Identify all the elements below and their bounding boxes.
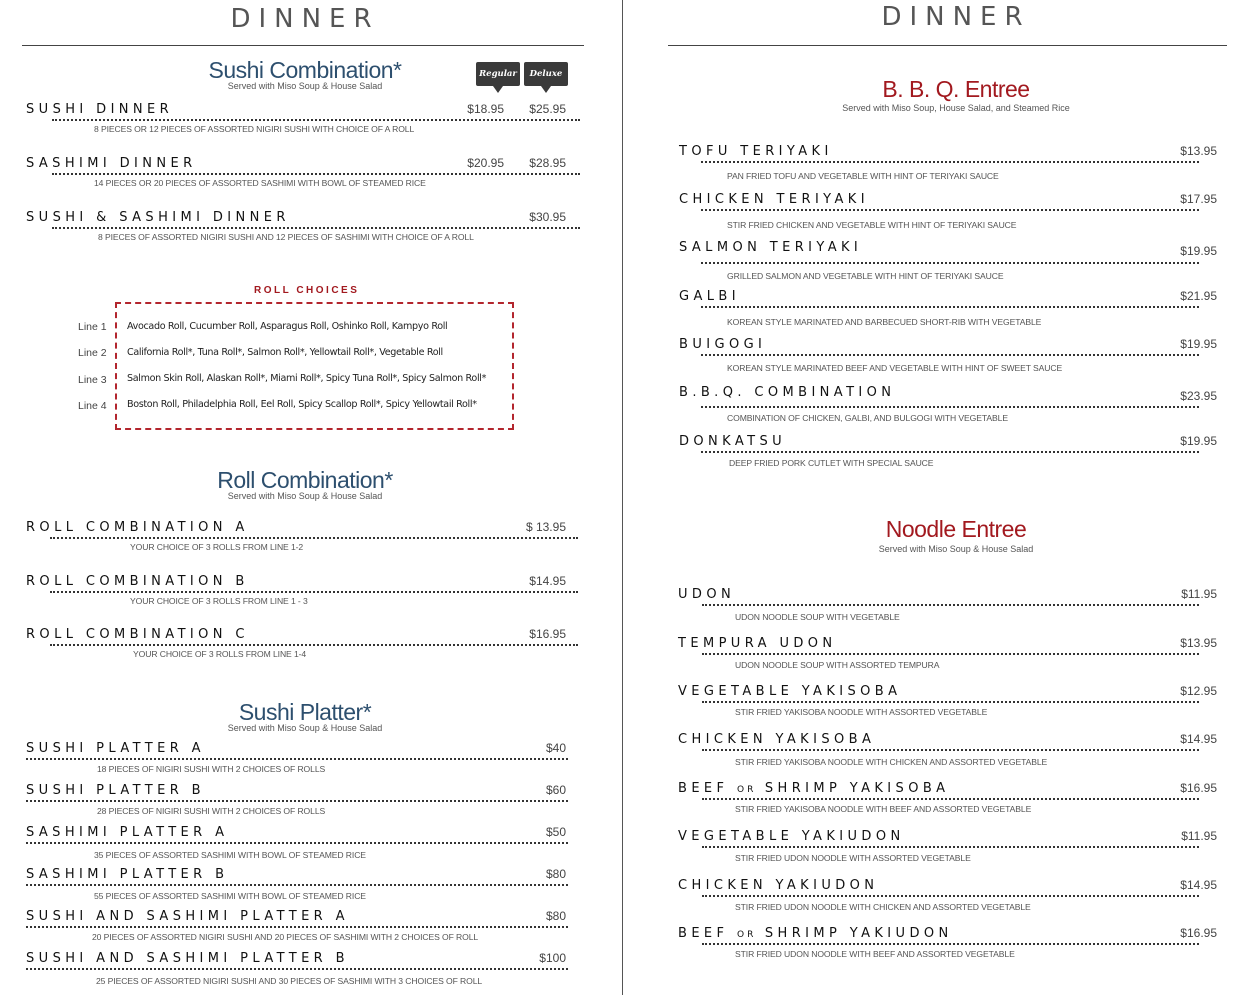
menu-item-name-part: SHRIMP YAKISOBA (764, 781, 950, 796)
menu-item-price: $19.95 (1180, 244, 1217, 258)
menu-item-name: SUSHI PLATTER B (26, 783, 205, 798)
page-header: DINNER (881, 2, 1031, 32)
section-title-noodle-entree: Noodle Entree (885, 516, 1027, 542)
leader-dots (701, 406, 1199, 409)
menu-item-price: $14.95 (529, 574, 566, 588)
menu-item-price: $13.95 (1180, 144, 1217, 158)
menu-item-description: STIR FRIED YAKISOBA NOODLE WITH BEEF AND ASSORTED VEGETABLE (735, 804, 1032, 814)
menu-item-price: $80 (545, 867, 566, 881)
menu-item-description: STIR FRIED YAKISOBA NOODLE WITH CHICKEN AND ASSORTED VEGETABLE (735, 757, 1048, 767)
menu-item-price: $14.95 (1180, 732, 1217, 746)
leader-dots (50, 591, 578, 594)
roll-line-label: Line 4 (78, 400, 107, 412)
menu-item-name: UDON (678, 587, 736, 602)
roll-line-text: Salmon Skin Roll, Alaskan Roll*, Miami Roll*, Spicy Tuna Roll*, Spicy Salmon Roll* (127, 373, 487, 384)
menu-item-price: $21.95 (1180, 289, 1217, 303)
menu-item-price: $40 (545, 741, 566, 755)
leader-dots (701, 451, 1199, 454)
menu-item-description: KOREAN STYLE MARINATED BEEF AND VEGETABLE WITH HINT OF SWEET SAUCE (727, 363, 1063, 373)
menu-item-name: ROLL COMBINATION A (26, 520, 249, 535)
menu-item-name: SASHIMI PLATTER B (26, 867, 229, 882)
menu-item-name: SUSHI PLATTER A (26, 741, 205, 756)
menu-item-name: GALBI (679, 289, 740, 304)
header-rule (668, 45, 1227, 46)
menu-item-name: SUSHI AND SASHIMI PLATTER B (26, 951, 349, 966)
leader-dots (702, 943, 1199, 946)
leader-dots (701, 306, 1199, 309)
roll-line-text: Avocado Roll, Cucumber Roll, Asparagus Roll, Oshinko Roll, Kampyo Roll (127, 321, 448, 332)
leader-dots (50, 537, 578, 540)
regular-price-badge: Regular (476, 62, 520, 86)
roll-line-text: California Roll*, Tuna Roll*, Salmon Roll*, Yellowtail Roll*, Vegetable Roll (127, 347, 443, 358)
menu-item-name: SALMON TERIYAKI (679, 240, 863, 255)
menu-item-name: ROLL COMBINATION C (26, 627, 249, 642)
menu-item-name: CHICKEN YAKISOBA (678, 732, 876, 747)
menu-item-name: B.B.Q. COMBINATION (679, 385, 896, 400)
roll-line-text: Boston Roll, Philadelphia Roll, Eel Roll, Spicy Scallop Roll*, Spicy Yellowtail Roll* (127, 399, 477, 410)
menu-item-price: $11.95 (1181, 829, 1217, 843)
section-subtitle-bbq-entree: Served with Miso Soup, House Salad, and Steamed Rice (842, 103, 1070, 113)
menu-item-description: 35 PIECES OF ASSORTED SASHIMI WITH BOWL OF STEAMED RICE (94, 850, 366, 860)
leader-dots (52, 173, 580, 176)
menu-item-description: GRILLED SALMON AND VEGETABLE WITH HINT OF TERIYAKI SAUCE (727, 271, 1004, 281)
menu-item-description: STIR FRIED CHICKEN AND VEGETABLE WITH HINT OF TERIYAKI SAUCE (727, 220, 1017, 230)
left-menu-page (0, 0, 610, 995)
menu-item-price: $60 (545, 783, 566, 797)
menu-item-name: SASHIMI PLATTER A (26, 825, 229, 840)
menu-item-description: 18 PIECES OF NIGIRI SUSHI WITH 2 CHOICES OF ROLLS (97, 764, 326, 774)
menu-item-name-or: OR (736, 930, 757, 940)
leader-dots (701, 354, 1199, 357)
menu-item-price: $80 (545, 909, 566, 923)
menu-item-price: $16.95 (529, 627, 566, 641)
menu-item-name: SUSHI AND SASHIMI PLATTER A (26, 909, 349, 924)
menu-item-description: 8 PIECES OR 12 PIECES OF ASSORTED NIGIRI SUSHI WITH CHOICE OF A ROLL (94, 124, 415, 134)
right-menu-page (626, 0, 1233, 995)
leader-dots (702, 895, 1199, 898)
menu-item-price: $17.95 (1180, 192, 1217, 206)
roll-choices-title: ROLL CHOICES (254, 285, 360, 296)
leader-dots (702, 701, 1199, 704)
menu-item-description: 28 PIECES OF NIGIRI SUSHI WITH 2 CHOICES OF ROLLS (97, 806, 326, 816)
leader-dots (26, 842, 568, 845)
menu-item-name-part: SHRIMP YAKIUDON (764, 926, 953, 941)
menu-item-name: VEGETABLE YAKIUDON (678, 829, 905, 844)
roll-line-label: Line 3 (78, 374, 107, 386)
menu-item-price-deluxe: $30.95 (529, 210, 566, 224)
menu-item-price: $19.95 (1180, 337, 1217, 351)
leader-dots (702, 749, 1199, 752)
section-title-sushi-platter: Sushi Platter* (238, 699, 372, 725)
menu-item-price: $100 (539, 951, 566, 965)
leader-dots (50, 644, 578, 647)
section-subtitle-noodle-entree: Served with Miso Soup & House Salad (878, 544, 1034, 554)
leader-dots (26, 926, 568, 929)
menu-item-price-regular: $20.95 (467, 156, 504, 170)
section-title-bbq-entree: B. B. Q. Entree (882, 76, 1030, 102)
leader-dots (701, 262, 1199, 265)
menu-item-description: YOUR CHOICE OF 3 ROLLS FROM LINE 1 - 3 (130, 596, 308, 606)
menu-item-name: SUSHI & SASHIMI DINNER (26, 210, 290, 225)
menu-item-description: YOUR CHOICE OF 3 ROLLS FROM LINE 1-2 (130, 542, 304, 552)
menu-item-description: PAN FRIED TOFU AND VEGETABLE WITH HINT OF TERIYAKI SAUCE (727, 171, 999, 181)
menu-item-description: STIR FRIED UDON NOODLE WITH ASSORTED VEGETABLE (735, 853, 971, 863)
page-header: DINNER (230, 4, 380, 34)
leader-dots (701, 161, 1199, 164)
menu-item-description: STIR FRIED YAKISOBA NOODLE WITH ASSORTED VEGETABLE (735, 707, 988, 717)
menu-item-description: COMBINATION OF CHICKEN, GALBI, AND BULGOGI WITH VEGETABLE (727, 413, 1008, 423)
leader-dots (702, 604, 1199, 607)
section-title-roll-combination: Roll Combination* (217, 467, 393, 493)
roll-line-label: Line 2 (78, 347, 107, 359)
section-subtitle-sushi-platter: Served with Miso Soup & House Salad (227, 723, 383, 733)
menu-item-name: DONKATSU (679, 434, 787, 449)
menu-item-name: VEGETABLE YAKISOBA (678, 684, 902, 699)
menu-item-description: 14 PIECES OR 20 PIECES OF ASSORTED SASHIMI WITH BOWL OF STEAMED RICE (94, 178, 426, 188)
menu-item-name: TOFU TERIYAKI (679, 144, 833, 159)
menu-item-description: 25 PIECES OF ASSORTED NIGIRI SUSHI AND 30 PIECES OF SASHIMI WITH 3 CHOICES OF ROLL (96, 976, 483, 986)
section-title-sushi-combination: Sushi Combination* (208, 57, 402, 83)
menu-item-name-part: BEEF (678, 781, 729, 796)
menu-item-price: $12.95 (1180, 684, 1217, 698)
menu-item-price: $16.95 (1180, 926, 1217, 940)
menu-item-name: SUSHI DINNER (26, 102, 174, 117)
menu-item-description: UDON NOODLE SOUP WITH VEGETABLE (735, 612, 900, 622)
leader-dots (52, 227, 580, 230)
menu-item-name: CHICKEN TERIYAKI (679, 192, 869, 207)
header-rule (22, 45, 584, 46)
menu-item-description: YOUR CHOICE OF 3 ROLLS FROM LINE 1-4 (133, 649, 307, 659)
leader-dots (26, 968, 568, 971)
leader-dots (702, 653, 1199, 656)
menu-item-description: 20 PIECES OF ASSORTED NIGIRI SUSHI AND 20 PIECES OF SASHIMI WITH 2 CHOICES OF ROLL (92, 932, 479, 942)
menu-item-description: 55 PIECES OF ASSORTED SASHIMI WITH BOWL OF STEAMED RICE (94, 891, 366, 901)
menu-item-name: ROLL COMBINATION B (26, 574, 249, 589)
leader-dots (702, 846, 1199, 849)
leader-dots (26, 800, 568, 803)
menu-item-name (678, 926, 953, 941)
leader-dots (52, 119, 580, 122)
menu-item-name: CHICKEN YAKIUDON (678, 878, 879, 893)
menu-item-price-deluxe: $28.95 (529, 156, 566, 170)
menu-item-description: UDON NOODLE SOUP WITH ASSORTED TEMPURA (735, 660, 940, 670)
menu-item-name-or: OR (736, 785, 757, 795)
section-subtitle-roll-combination: Served with Miso Soup & House Salad (227, 491, 383, 501)
menu-item-price: $13.95 (1180, 636, 1217, 650)
roll-line-label: Line 1 (78, 321, 107, 333)
page-divider (622, 0, 623, 995)
menu-item-name (678, 781, 949, 796)
menu-item-name: SASHIMI DINNER (26, 156, 197, 171)
menu-item-description: DEEP FRIED PORK CUTLET WITH SPECIAL SAUCE (729, 458, 934, 468)
menu-item-description: STIR FRIED UDON NOODLE WITH CHICKEN AND ASSORTED VEGETABLE (735, 902, 1031, 912)
menu-item-name: BUIGOGI (679, 337, 767, 352)
menu-item-description: STIR FRIED UDON NOODLE WITH BEEF AND ASSORTED VEGETABLE (735, 949, 1015, 959)
menu-item-price: $11.95 (1181, 587, 1217, 601)
menu-item-price: $19.95 (1180, 434, 1217, 448)
menu-item-price: $16.95 (1180, 781, 1217, 795)
menu-item-price: $14.95 (1180, 878, 1217, 892)
leader-dots (701, 209, 1199, 212)
section-subtitle-sushi-combination: Served with Miso Soup & House Salad (227, 81, 383, 91)
leader-dots (702, 798, 1199, 801)
menu-item-price: $ 13.95 (525, 520, 566, 534)
menu-item-description: 8 PIECES OF ASSORTED NIGIRI SUSHI AND 12 PIECES OF SASHIMI WITH CHOICE OF A ROLL (98, 232, 474, 242)
menu-item-price-deluxe: $25.95 (529, 102, 566, 116)
menu-item-price-regular: $18.95 (467, 102, 504, 116)
menu-item-description: KOREAN STYLE MARINATED AND BARBECUED SHORT-RIB WITH VEGETABLE (727, 317, 1042, 327)
menu-item-name-part: BEEF (678, 926, 729, 941)
menu-item-name: TEMPURA UDON (678, 636, 837, 651)
deluxe-price-badge: Deluxe (524, 62, 568, 86)
leader-dots (26, 758, 568, 761)
menu-item-price: $23.95 (1180, 389, 1217, 403)
menu-item-price: $50 (545, 825, 566, 839)
leader-dots (26, 884, 568, 887)
